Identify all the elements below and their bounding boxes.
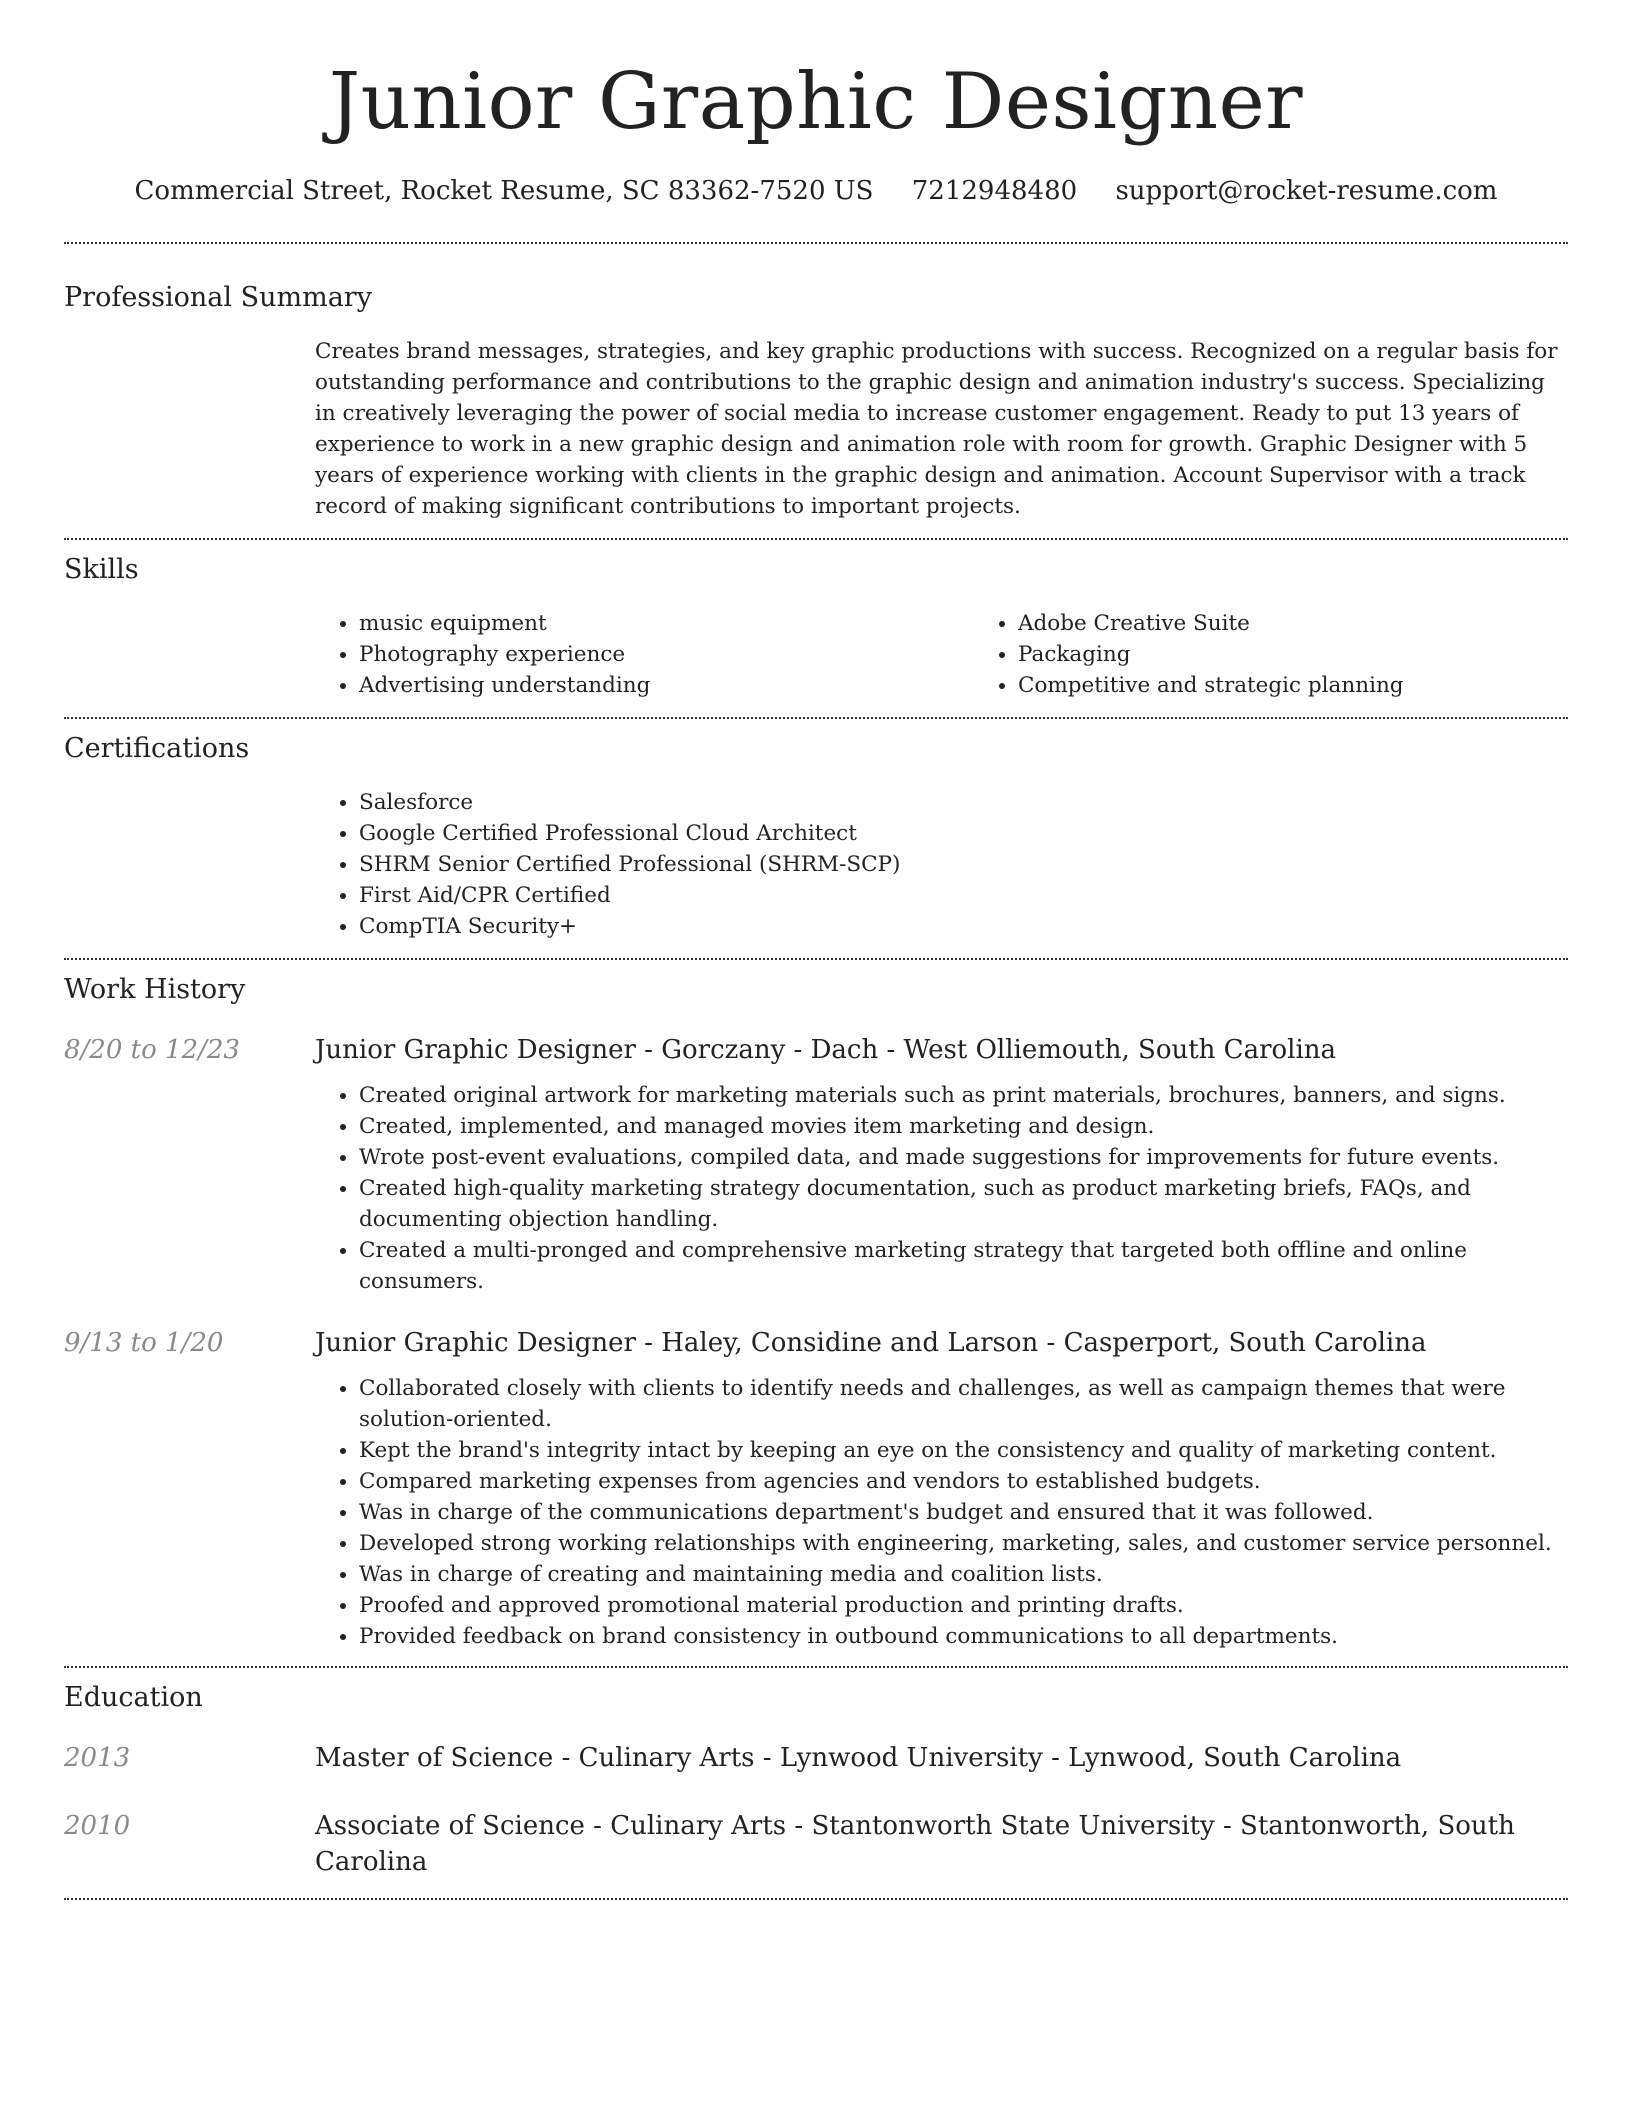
job-heading xyxy=(315,1032,1568,1068)
job-bullet: • Created high-quality marketing strategy documentation, such as product marketing briefs, FAQs, and documenting objection handling. xyxy=(359,1173,1568,1235)
certification-item: • CompTIA Security+ xyxy=(359,911,1568,942)
summary-text: Creates brand messages, strategies, and key graphic productions with success. Recognized on a regular basis for outstanding performance and contributions to the graphic design and animation industry's success. Specializing in creatively leveraging the power of social media to increase customer engagement. Ready to put 13 years of experience to work in a new graphic design and animation role with room for growth. Graphic Designer with 5 years of experience working with clients in the graphic design and animation. Account Supervisor with a track record of making significant contributions to important projects. xyxy=(315,339,1558,519)
education-section xyxy=(64,1668,1568,1880)
education-year: 2013 xyxy=(64,1743,131,1773)
job-bullet: • Was in charge of creating and maintaining media and coalition lists. xyxy=(359,1559,1568,1590)
phone: 7212948480 xyxy=(911,176,1078,206)
job-bullet: • Created original artwork for marketing materials such as print materials, brochures, banners, and signs. xyxy=(359,1080,1568,1111)
education-entry xyxy=(64,1740,1568,1776)
skill-item: • Competitive and strategic planning xyxy=(1018,670,1632,701)
certifications-section xyxy=(64,719,1568,942)
education-school: - Lynwood University - Lynwood, South Carolina xyxy=(754,1743,1402,1773)
skill-item: • Adobe Creative Suite xyxy=(1018,608,1632,639)
education-line xyxy=(315,1740,1568,1776)
skill-item: • Packaging xyxy=(1018,639,1632,670)
job-company: - Gorczany - Dach - West Olliemouth, South Carolina xyxy=(635,1035,1337,1065)
section-title-certifications: Certifications xyxy=(64,733,250,764)
education-line xyxy=(315,1808,1568,1880)
job-bullet: • Collaborated closely with clients to identify needs and challenges, as well as campaign themes that were solution-oriented. xyxy=(359,1373,1568,1435)
certifications-list xyxy=(315,787,1568,942)
skills-section xyxy=(64,540,1568,701)
skills-list-right xyxy=(974,608,1632,701)
education-school: - Stantonworth State University - Stantonworth, South Carolina xyxy=(315,1811,1515,1877)
job-bullet: • Was in charge of the communications department's budget and ensured that it was followed. xyxy=(359,1497,1568,1528)
certification-item: • Salesforce xyxy=(359,787,1568,818)
job-dates: 9/13 to 1/20 xyxy=(64,1328,224,1358)
job-entry xyxy=(64,1032,1568,1297)
job-bullet: • Created a multi-pronged and comprehensive marketing strategy that targeted both offline and online consumers. xyxy=(359,1235,1568,1297)
skills-list-left xyxy=(315,608,974,701)
email: support@rocket-resume.com xyxy=(1115,176,1498,206)
job-bullet: • Developed strong working relationships with engineering, marketing, sales, and customer service personnel. xyxy=(359,1528,1568,1559)
job-title: Junior Graphic Designer xyxy=(315,1035,636,1065)
section-title-education: Education xyxy=(64,1682,203,1713)
job-bullets xyxy=(315,1373,1568,1652)
job-bullet: • Proofed and approved promotional material production and printing drafts. xyxy=(359,1590,1568,1621)
job-bullet: • Created, implemented, and managed movies item marketing and design. xyxy=(359,1111,1568,1142)
work-history-section xyxy=(64,960,1568,1652)
job-title: Junior Graphic Designer xyxy=(315,1328,636,1358)
section-title-skills: Skills xyxy=(64,554,139,585)
certification-item: • SHRM Senior Certified Professional (SHRM-SCP) xyxy=(359,849,1568,880)
skill-item: • music equipment xyxy=(359,608,974,639)
job-bullet: • Provided feedback on brand consistency in outbound communications to all departments. xyxy=(359,1621,1568,1652)
skill-item: • Advertising understanding xyxy=(359,670,974,701)
section-title-work-history: Work History xyxy=(64,974,246,1005)
address: Commercial Street, Rocket Resume, SC 83362-7520 US xyxy=(134,176,874,206)
resume-name: Junior Graphic Designer xyxy=(328,57,1304,147)
job-bullet: • Compared marketing expenses from agencies and vendors to established budgets. xyxy=(359,1466,1568,1497)
education-degree: Associate of Science - Culinary Arts xyxy=(315,1811,787,1841)
job-bullet: • Wrote post-event evaluations, compiled data, and made suggestions for improvements for future events. xyxy=(359,1142,1568,1173)
job-heading xyxy=(315,1325,1568,1361)
job-bullets xyxy=(315,1080,1568,1297)
education-entry xyxy=(64,1808,1568,1880)
certification-item: • First Aid/CPR Certified xyxy=(359,880,1568,911)
skill-item: • Photography experience xyxy=(359,639,974,670)
summary-section xyxy=(64,244,1568,522)
divider xyxy=(64,1898,1568,1900)
education-degree: Master of Science - Culinary Arts xyxy=(315,1743,755,1773)
education-year: 2010 xyxy=(64,1811,131,1841)
contact-line xyxy=(64,174,1568,208)
job-dates: 8/20 to 12/23 xyxy=(64,1035,240,1065)
job-company: - Haley, Considine and Larson - Casperport, South Carolina xyxy=(635,1328,1427,1358)
section-title-summary: Professional Summary xyxy=(64,282,372,313)
job-entry xyxy=(64,1325,1568,1652)
certification-item: • Google Certified Professional Cloud Architect xyxy=(359,818,1568,849)
job-bullet: • Kept the brand's integrity intact by keeping an eye on the consistency and quality of marketing content. xyxy=(359,1435,1568,1466)
